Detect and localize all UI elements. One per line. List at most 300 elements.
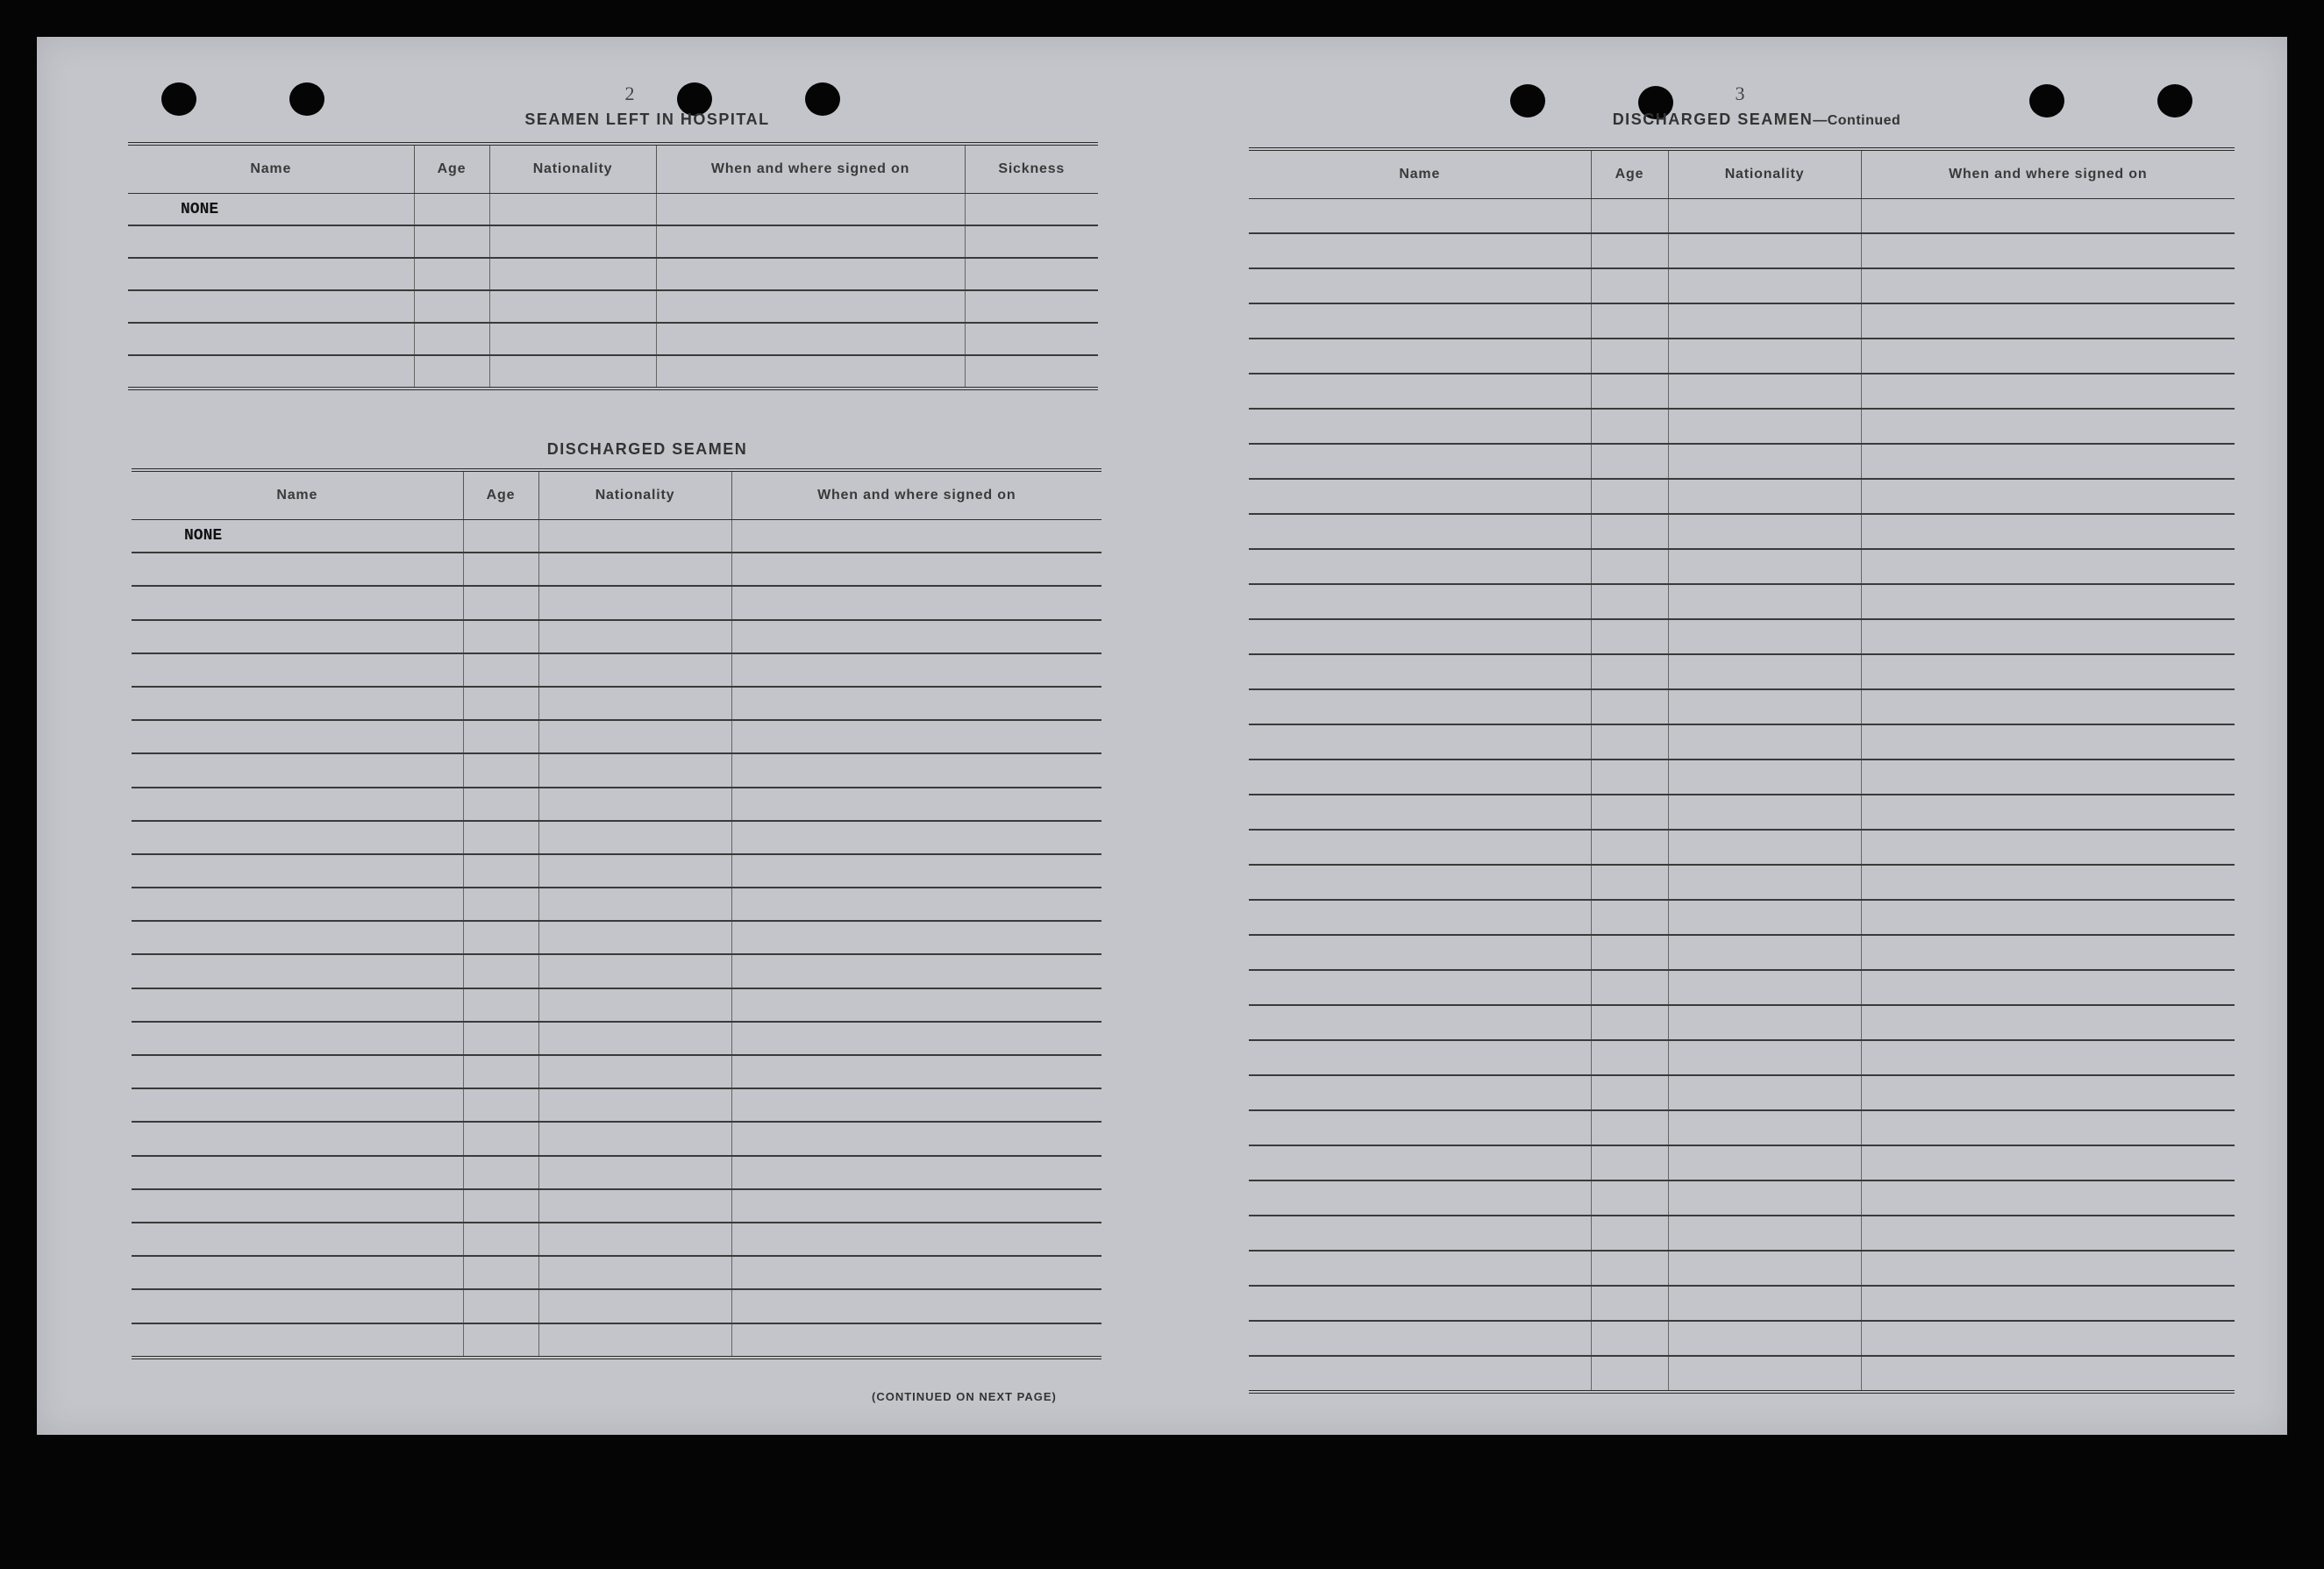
table-cell [463, 553, 538, 586]
table-row [1249, 374, 2235, 409]
table-cell [656, 323, 965, 355]
page-number-left: 2 [624, 82, 635, 104]
table-cell [731, 788, 1101, 821]
table-cell [132, 954, 463, 988]
table-cell [1861, 1075, 2235, 1110]
table-cell [1591, 900, 1668, 935]
table-cell [538, 753, 731, 787]
table-cell [538, 720, 731, 753]
table-row [132, 988, 1101, 1022]
table-row [1249, 339, 2235, 374]
table-cell [1668, 549, 1861, 584]
table-cell [538, 1189, 731, 1223]
table-cell [1668, 1286, 1861, 1321]
table-cell [128, 355, 414, 389]
table-cell [463, 1256, 538, 1289]
table-cell [463, 753, 538, 787]
table-cell [538, 1122, 731, 1155]
table-row [1249, 1040, 2235, 1075]
table-cell [1591, 514, 1668, 549]
table-cell [965, 258, 1098, 290]
table-row [1249, 1180, 2235, 1216]
table-cell [538, 520, 731, 553]
table-cell [1591, 1216, 1668, 1251]
table-cell [414, 258, 489, 290]
table-cell [463, 921, 538, 954]
table-cell [132, 553, 463, 586]
table-cell [1249, 795, 1591, 830]
table-cell [731, 1289, 1101, 1323]
table-cell [1861, 409, 2235, 444]
table-cell [1591, 1075, 1668, 1110]
table-row [128, 194, 1098, 226]
table-row [132, 653, 1101, 687]
table-cell [1668, 1251, 1861, 1286]
table-cell [731, 753, 1101, 787]
table-cell [538, 653, 731, 687]
table-cell [414, 290, 489, 323]
table-cell [1668, 233, 1861, 268]
table-row [132, 1088, 1101, 1122]
table-cell [489, 194, 656, 226]
table-cell [1861, 935, 2235, 970]
table-cell [656, 194, 965, 226]
table-row [128, 355, 1098, 389]
table-cell [463, 687, 538, 720]
table-cell [1249, 233, 1591, 268]
table-cell [132, 753, 463, 787]
table-cell [1591, 830, 1668, 865]
table-cell [1591, 1251, 1668, 1286]
table-row [132, 1323, 1101, 1358]
table-cell [132, 1323, 463, 1358]
table-row [128, 258, 1098, 290]
table-row [1249, 199, 2235, 234]
table-cell [128, 290, 414, 323]
table-row [1249, 1110, 2235, 1145]
column-header-signed-on: When and where signed on [656, 144, 965, 194]
table-cell [1249, 1321, 1591, 1356]
table-cell [1249, 1110, 1591, 1145]
table-cell [1591, 865, 1668, 900]
table-cell [1591, 233, 1668, 268]
table-cell [1591, 1356, 1668, 1392]
table-cell [132, 854, 463, 888]
table-cell [1591, 303, 1668, 339]
continued-note: (CONTINUED ON NEXT PAGE) [872, 1390, 1057, 1403]
table-cell [538, 888, 731, 921]
table-row [132, 1256, 1101, 1289]
table-cell [538, 687, 731, 720]
table-cell [1249, 1040, 1591, 1075]
table-row [1249, 900, 2235, 935]
table-cell: NONE [132, 520, 463, 553]
table-row [1249, 935, 2235, 970]
table-cell [538, 854, 731, 888]
table-cell [1861, 865, 2235, 900]
table-cell [1249, 935, 1591, 970]
table-cell [132, 687, 463, 720]
table-cell [1591, 970, 1668, 1005]
table-row [1249, 1075, 2235, 1110]
table-row [132, 720, 1101, 753]
table-cell [965, 323, 1098, 355]
column-header-age: Age [463, 470, 538, 520]
table-row [128, 323, 1098, 355]
table-row [132, 1122, 1101, 1155]
table-row [132, 1055, 1101, 1088]
table-cell [1668, 1005, 1861, 1040]
table-cell [463, 1189, 538, 1223]
table-cell [132, 788, 463, 821]
table-cell [1861, 1321, 2235, 1356]
table-cell [538, 1289, 731, 1323]
table-cell [731, 888, 1101, 921]
table-cell [1249, 303, 1591, 339]
table-cell [463, 620, 538, 653]
column-header-nationality: Nationality [538, 470, 731, 520]
table-cell [1249, 970, 1591, 1005]
table-row [132, 1289, 1101, 1323]
table-cell [463, 954, 538, 988]
table-cell [1249, 339, 1591, 374]
table-cell [1861, 1110, 2235, 1145]
table-cell [538, 788, 731, 821]
table-cell [656, 355, 965, 389]
table-cell [1249, 1075, 1591, 1110]
table-cell [1668, 724, 1861, 760]
table-cell [1861, 1180, 2235, 1216]
table-cell [731, 1156, 1101, 1189]
table-cell [1249, 584, 1591, 619]
table-cell [132, 1022, 463, 1055]
table-cell [538, 553, 731, 586]
column-header-age: Age [1591, 149, 1668, 199]
table-row [1249, 795, 2235, 830]
table-cell [538, 1223, 731, 1256]
table-cell [1591, 724, 1668, 760]
page-number-right: 3 [1735, 82, 1745, 104]
table-cell [1249, 1216, 1591, 1251]
table-cell [538, 1323, 731, 1358]
table-row [132, 1189, 1101, 1223]
table-cell [965, 355, 1098, 389]
table-row [132, 553, 1101, 586]
table-cell [731, 1122, 1101, 1155]
discharged-continued-title-text: DISCHARGED SEAMEN [1612, 111, 1814, 128]
table-cell [1249, 374, 1591, 409]
table-cell [1249, 689, 1591, 724]
punch-hole [289, 82, 324, 116]
table-cell [1591, 199, 1668, 234]
table-cell [731, 854, 1101, 888]
table-cell [731, 687, 1101, 720]
table-cell [656, 225, 965, 258]
table-cell [132, 988, 463, 1022]
table-row [1249, 1145, 2235, 1180]
table-row [1249, 865, 2235, 900]
punch-hole [2029, 84, 2064, 118]
table-cell [1668, 619, 1861, 654]
table-cell [1591, 339, 1668, 374]
column-header-age: Age [414, 144, 489, 194]
table-cell [1249, 549, 1591, 584]
column-header-signed-on: When and where signed on [1861, 149, 2235, 199]
table-cell [1249, 654, 1591, 689]
table-cell [1591, 689, 1668, 724]
table-cell [1591, 654, 1668, 689]
table-cell [1861, 724, 2235, 760]
table-cell [1668, 1356, 1861, 1392]
table-cell [1591, 1145, 1668, 1180]
table-cell [1591, 374, 1668, 409]
table-cell [1591, 795, 1668, 830]
table-cell [1249, 514, 1591, 549]
table-cell [1591, 1180, 1668, 1216]
table-cell [132, 720, 463, 753]
table-row [1249, 1286, 2235, 1321]
table-row [1249, 479, 2235, 514]
table-cell [1861, 549, 2235, 584]
table-cell [1861, 970, 2235, 1005]
table-cell [463, 1088, 538, 1122]
table-cell [1861, 654, 2235, 689]
table-row [1249, 619, 2235, 654]
table-cell [463, 1289, 538, 1323]
table-cell [965, 225, 1098, 258]
table-cell [1861, 1356, 2235, 1392]
table-cell [1591, 1005, 1668, 1040]
column-header-name: Name [128, 144, 414, 194]
table-cell [1249, 268, 1591, 303]
table-row [132, 1156, 1101, 1189]
table-cell [1861, 619, 2235, 654]
table-cell [731, 1256, 1101, 1289]
table-row [1249, 1005, 2235, 1040]
table-cell [1591, 1040, 1668, 1075]
table-cell [965, 290, 1098, 323]
table-cell [1591, 619, 1668, 654]
table-cell [731, 921, 1101, 954]
table-cell [538, 1022, 731, 1055]
table-cell [731, 1055, 1101, 1088]
punch-hole [2157, 84, 2192, 118]
table-cell [132, 586, 463, 619]
table-cell [1668, 830, 1861, 865]
table-row [1249, 760, 2235, 795]
table-cell [414, 355, 489, 389]
discharged-section-title: DISCHARGED SEAMEN [546, 440, 748, 458]
discharged-continued-table [1249, 147, 2235, 1394]
table-cell [1591, 1110, 1668, 1145]
table-cell [731, 1088, 1101, 1122]
table-cell [1668, 865, 1861, 900]
table-cell [463, 586, 538, 619]
table-row [132, 687, 1101, 720]
table-cell [489, 355, 656, 389]
table-cell [132, 888, 463, 921]
table-cell [132, 653, 463, 687]
table-cell [1861, 1286, 2235, 1321]
punch-hole [161, 82, 196, 116]
table-row [1249, 1321, 2235, 1356]
table-cell [1591, 935, 1668, 970]
discharged-continued-title [1498, 111, 2015, 129]
table-cell [463, 520, 538, 553]
table-cell [1668, 514, 1861, 549]
table-cell [538, 1088, 731, 1122]
table-row [132, 520, 1101, 553]
table-cell [463, 988, 538, 1022]
table-cell [1861, 303, 2235, 339]
table-cell [1591, 1321, 1668, 1356]
table-cell [1249, 1145, 1591, 1180]
table-cell [463, 788, 538, 821]
table-cell [1668, 970, 1861, 1005]
table-cell [463, 1055, 538, 1088]
table-row [1249, 689, 2235, 724]
table-cell [1861, 479, 2235, 514]
table-cell [1591, 409, 1668, 444]
table-cell [1668, 654, 1861, 689]
table-row [132, 921, 1101, 954]
table-cell [538, 1055, 731, 1088]
table-cell [1861, 268, 2235, 303]
table-cell [1668, 900, 1861, 935]
table-cell [463, 854, 538, 888]
table-cell [1668, 795, 1861, 830]
table-cell [1668, 1040, 1861, 1075]
table-cell [132, 1055, 463, 1088]
table-cell [463, 888, 538, 921]
table-cell [1668, 268, 1861, 303]
hospital-table [128, 142, 1098, 390]
table-cell [1861, 1251, 2235, 1286]
table-cell [132, 1122, 463, 1155]
table-cell [132, 1189, 463, 1223]
column-header-signed-on: When and where signed on [731, 470, 1101, 520]
table-cell [1861, 1216, 2235, 1251]
table-cell [1668, 1075, 1861, 1110]
table-cell [1861, 1145, 2235, 1180]
table-cell [1861, 689, 2235, 724]
table-cell [731, 1189, 1101, 1223]
table-cell [731, 720, 1101, 753]
table-cell [656, 258, 965, 290]
table-cell [1249, 619, 1591, 654]
table-cell [1668, 1145, 1861, 1180]
table-cell [1668, 1321, 1861, 1356]
table-cell [1591, 444, 1668, 479]
table-cell [414, 225, 489, 258]
table-cell [538, 620, 731, 653]
table-cell [1668, 584, 1861, 619]
table-cell [132, 1088, 463, 1122]
hospital-section-title: SEAMEN LEFT IN HOSPITAL [524, 111, 770, 128]
table-cell [1591, 760, 1668, 795]
table-cell [463, 1022, 538, 1055]
table-cell [128, 258, 414, 290]
table-cell [1249, 479, 1591, 514]
table-cell [1861, 339, 2235, 374]
table-cell [731, 1223, 1101, 1256]
table-cell [1249, 1180, 1591, 1216]
table-cell [1249, 1005, 1591, 1040]
table-row [1249, 1216, 2235, 1251]
table-cell [1249, 724, 1591, 760]
table-cell [1591, 1286, 1668, 1321]
table-cell [731, 586, 1101, 619]
table-cell [1668, 444, 1861, 479]
table-cell [489, 225, 656, 258]
table-cell [463, 1156, 538, 1189]
table-row [1249, 514, 2235, 549]
document-sheet [37, 37, 2287, 1435]
table-cell [1861, 199, 2235, 234]
table-row [132, 753, 1101, 787]
table-cell [132, 1289, 463, 1323]
table-cell [538, 921, 731, 954]
table-cell [128, 323, 414, 355]
table-cell [1591, 549, 1668, 584]
table-cell [1249, 830, 1591, 865]
table-cell [463, 720, 538, 753]
table-cell [538, 586, 731, 619]
column-header-sickness: Sickness [965, 144, 1098, 194]
table-cell [731, 520, 1101, 553]
table-row [132, 620, 1101, 653]
table-cell [1668, 374, 1861, 409]
table-cell [1249, 199, 1591, 234]
table-cell [731, 1022, 1101, 1055]
table-cell [463, 821, 538, 854]
table-row [132, 1022, 1101, 1055]
table-cell [1861, 514, 2235, 549]
table-cell [132, 1156, 463, 1189]
table-cell [1249, 865, 1591, 900]
table-cell [538, 1256, 731, 1289]
table-cell [414, 323, 489, 355]
table-cell [1249, 1251, 1591, 1286]
table-cell [1249, 409, 1591, 444]
table-cell [538, 954, 731, 988]
table-row [1249, 654, 2235, 689]
table-cell [1668, 339, 1861, 374]
table-row [1249, 268, 2235, 303]
table-cell [1668, 409, 1861, 444]
table-row [1249, 830, 2235, 865]
table-cell [1861, 900, 2235, 935]
table-cell [132, 821, 463, 854]
table-cell [731, 620, 1101, 653]
table-cell [1668, 1110, 1861, 1145]
table-cell [538, 988, 731, 1022]
table-cell [1668, 1180, 1861, 1216]
table-row [1249, 724, 2235, 760]
table-cell [1668, 935, 1861, 970]
table-cell [463, 653, 538, 687]
table-cell [1861, 760, 2235, 795]
table-cell [1861, 374, 2235, 409]
table-row [1249, 970, 2235, 1005]
table-row [1249, 584, 2235, 619]
table-cell [1861, 1040, 2235, 1075]
table-cell [1668, 760, 1861, 795]
table-row [1249, 549, 2235, 584]
table-cell [489, 323, 656, 355]
table-cell [1249, 760, 1591, 795]
table-row [1249, 1356, 2235, 1392]
